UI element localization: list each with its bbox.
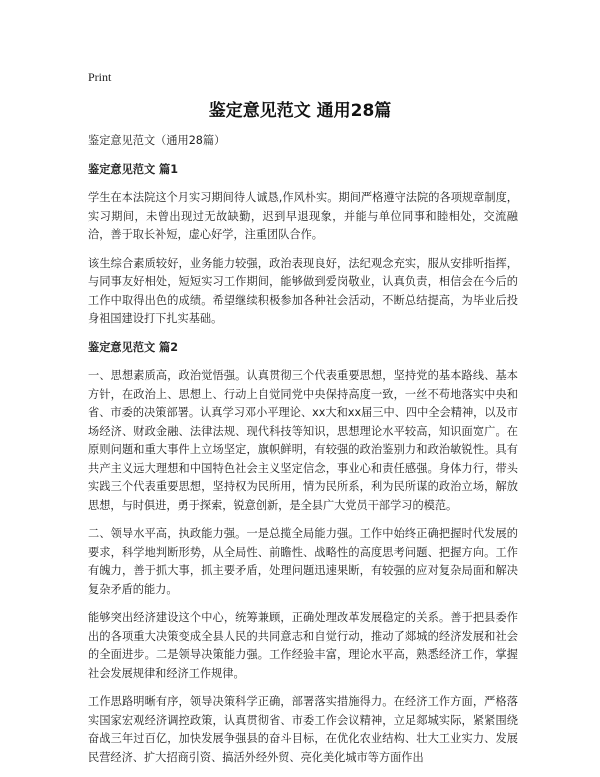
document-subtitle: 鉴定意见范文（通用28篇） xyxy=(88,134,226,147)
paragraph: 学生在本法院这个月实习期间待人诚恳,作风朴实。期间严格遵守法院的各项规章制度，实习期间，未曾出现过无故缺勤，迟到早退现象，并能与单位同事和睦相处，交流融洽，善于取长补短，虚心好学，注重团队合作。 xyxy=(88,191,518,241)
paragraph: 能够突出经济建设这个中心，统筹兼顾，正确处理改革发展稳定的关系。善于把县委作出的各项重大决策变成全县人民的共同意志和自觉行动，推动了郯城的经济发展和社会的全面进步。二是领导决策能力强。工作经验丰富，理论水平高，熟悉经济工作，掌握社会发展规律和经济工作规律。 xyxy=(88,611,518,680)
paragraph: 一、思想素质高，政治觉悟强。认真贯彻三个代表重要思想，坚持党的基本路线、基本方针，在政治上、思想上、行动上自觉同党中央保持高度一致，一丝不苟地落实中央和省、市委的决策部署。认真学习邓小平理论、xx大和xx届三中、四中全会精神，以及市场经济、财政金融、法律法规、现代科技等知识，思想理论水平较高，知识面宽广。在原则问题和重大事件上立场坚定，旗帜鲜明，有较强的政治鉴别力和政治敏锐性。具有共产主义远大理想和中国特色社会主义坚定信念，事业心和责任感强。身体力行，带头实践三个代表重要思想，坚持权为民所用，情为民所系，利为民所谋的政治立场，解放思想，与时俱进，勇于探索，锐意创新，是全县广大党员干部学习的模范。 xyxy=(88,369,518,512)
document-title: 鉴定意见范文 通用28篇 xyxy=(208,101,392,121)
paragraph: 工作思路明晰有序，领导决策科学正确，部署落实措施得力。在经济工作方面，严格落实国家宏观经济调控政策，认真贯彻省、市委工作会议精神，立足郯城实际，紧紧围绕奋战三年过百亿，加快发展争强县的奋斗目标，在优化农业结构、壮大工业实力、发展民营经济、扩大招商引资、搞活外经外贸、亮化美化城市等方面作出 xyxy=(88,695,518,764)
document-body xyxy=(88,132,518,777)
paragraph: 该生综合素质较好，业务能力较强，政治表现良好，法纪观念充实，服从安排听指挥，与同事友好相处，短短实习工作期间，能够做到爱岗敬业，认真负责，相信会在今后的工作中取得出色的成绩。希望继续积极参加各种社会活动，不断总结提高，为毕业后投身祖国建设打下扎实基础。 xyxy=(88,256,518,325)
paragraph: 二、领导水平高，执政能力强。一是总揽全局能力强。工作中始终正确把握时代发展的要求，科学地判断形势，从全局性、前瞻性、战略性的高度思考问题、把握方向。工作有魄力，善于抓大事，抓主要矛盾，处理问题迅速果断，有较强的应对复杂局面和解决复杂矛盾的能力。 xyxy=(88,527,518,596)
section-heading: 鉴定意见范文 篇1 xyxy=(88,162,178,176)
section-heading: 鉴定意见范文 篇2 xyxy=(88,340,178,354)
print-link[interactable]: Print xyxy=(88,70,112,84)
